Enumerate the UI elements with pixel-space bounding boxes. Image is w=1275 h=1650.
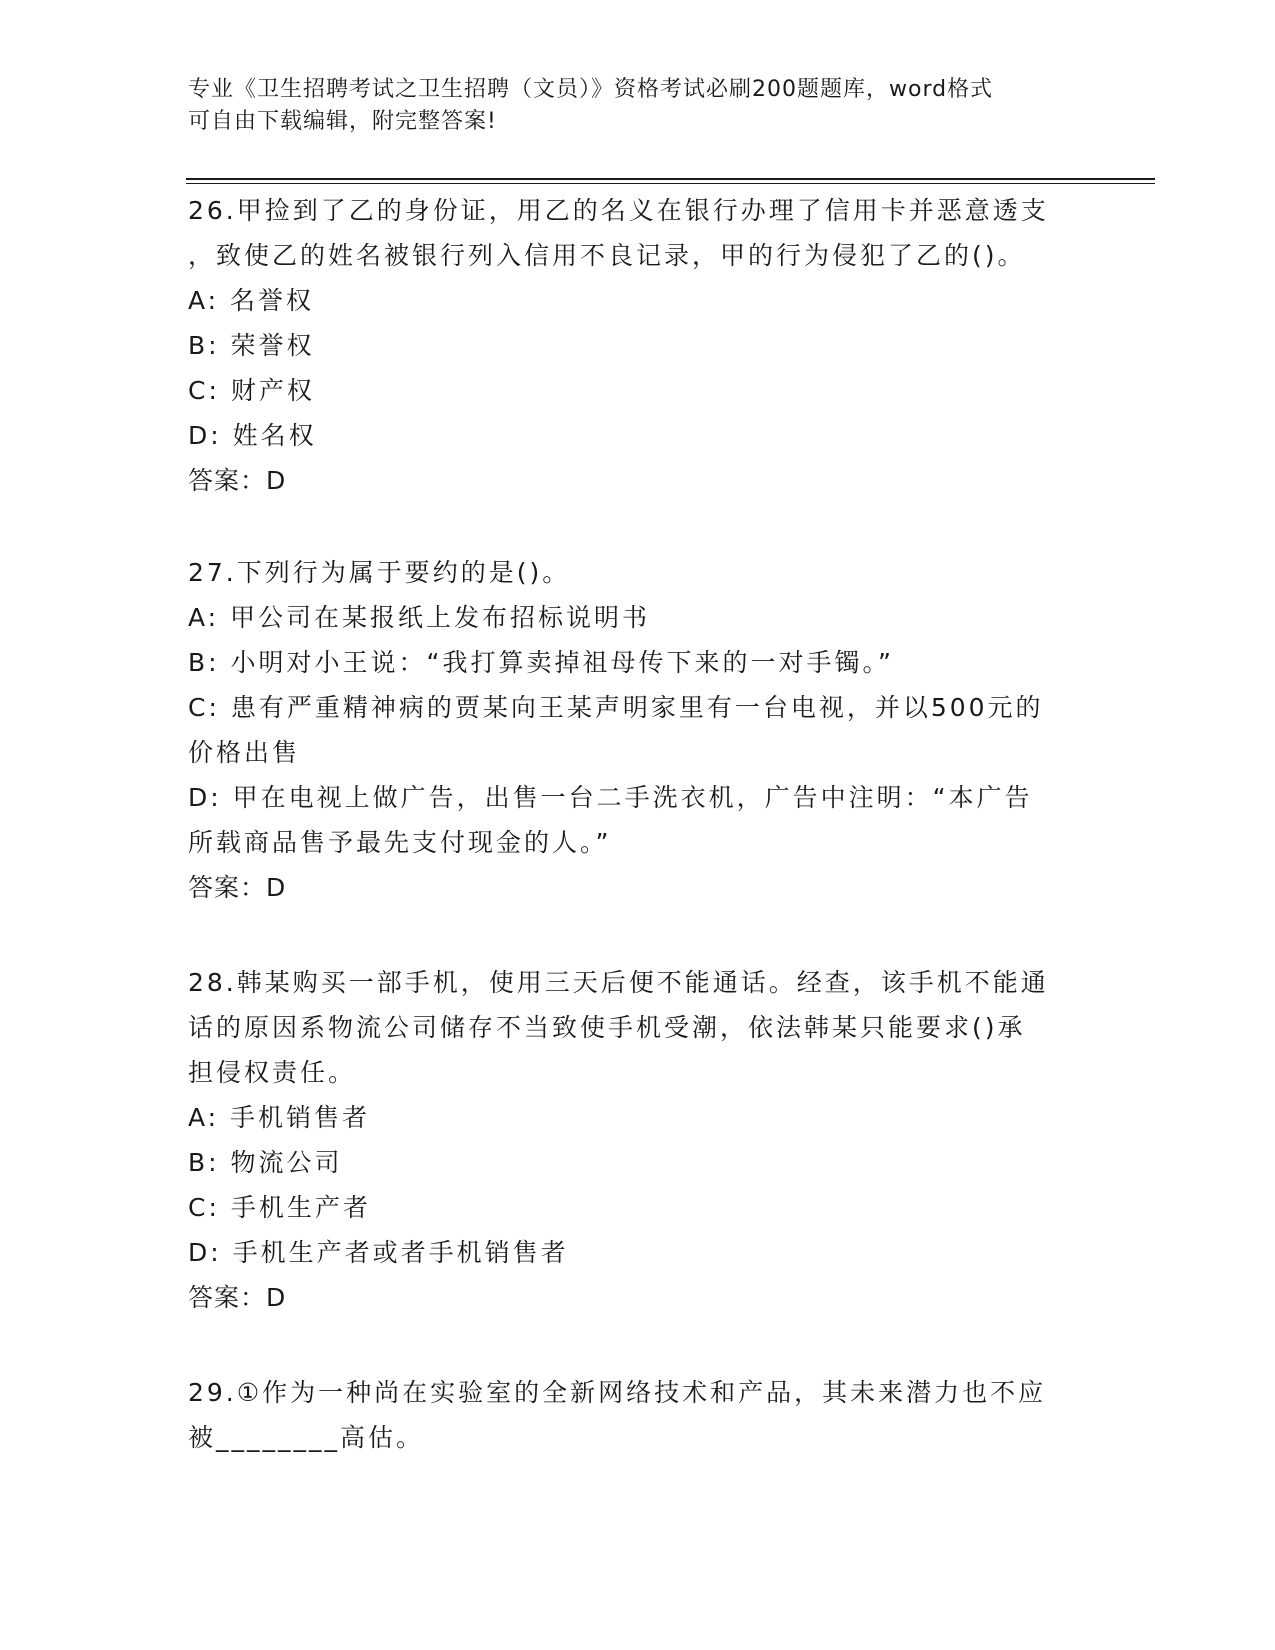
option-c-continued: 价格出售 [188,738,301,767]
header-title-line: 专业《卫生招聘考试之卫生招聘（文员）》资格考试必刷200题题库，word格式 [188,77,994,102]
answer-line: 答案：D [188,1283,287,1312]
option-c: C: 患有严重精神病的贾某向王某声明家里有一台电视，并以500元的 [188,693,1044,722]
question-26 [188,188,1088,503]
option-c: C: 财产权 [188,376,315,405]
option-d-continued: 所载商品售予最先支付现金的人。” [188,828,612,857]
question-stem-line: 29.①作为一种尚在实验室的全新网络技术和产品，其未来潜力也不应 [188,1378,1047,1407]
option-c: C: 手机生产者 [188,1193,371,1222]
header-divider-thick [186,178,1155,180]
question-28 [188,960,1088,1320]
option-d: D: 手机生产者或者手机销售者 [188,1238,569,1267]
option-a: A: 甲公司在某报纸上发布招标说明书 [188,603,651,632]
question-stem-line: 话的原因系物流公司储存不当致使手机受潮，依法韩某只能要求()承 [188,1013,1026,1042]
option-a: A: 手机销售者 [188,1103,371,1132]
question-29 [188,1370,1088,1460]
document-header [188,74,1068,138]
option-b: B: 荣誉权 [188,331,315,360]
question-stem-line: 28.韩某购买一部手机，使用三天后便不能通话。经查，该手机不能通 [188,968,1049,997]
option-b: B: 小明对小王说：“我打算卖掉祖母传下来的一对手镯。” [188,648,894,677]
header-subtitle-line: 可自由下载编辑，附完整答案! [188,109,497,134]
question-stem-line: 被________高估。 [188,1423,425,1452]
question-stem-line: 26.甲捡到了乙的身份证，用乙的名义在银行办理了信用卡并恶意透支 [188,196,1049,225]
question-stem-line: 27.下列行为属于要约的是()。 [188,558,571,587]
answer-line: 答案：D [188,466,287,495]
option-b: B: 物流公司 [188,1148,343,1177]
answer-line: 答案：D [188,873,287,902]
question-stem-line: ，致使乙的姓名被银行列入信用不良记录，甲的行为侵犯了乙的()。 [188,241,1026,270]
question-stem-line: 担侵权责任。 [188,1058,357,1087]
option-d: D: 甲在电视上做广告，出售一台二手洗衣机，广告中注明：“本广告 [188,783,1033,812]
option-d: D: 姓名权 [188,421,317,450]
header-divider-thin [186,183,1155,184]
question-27 [188,550,1088,910]
option-a: A: 名誉权 [188,286,315,315]
